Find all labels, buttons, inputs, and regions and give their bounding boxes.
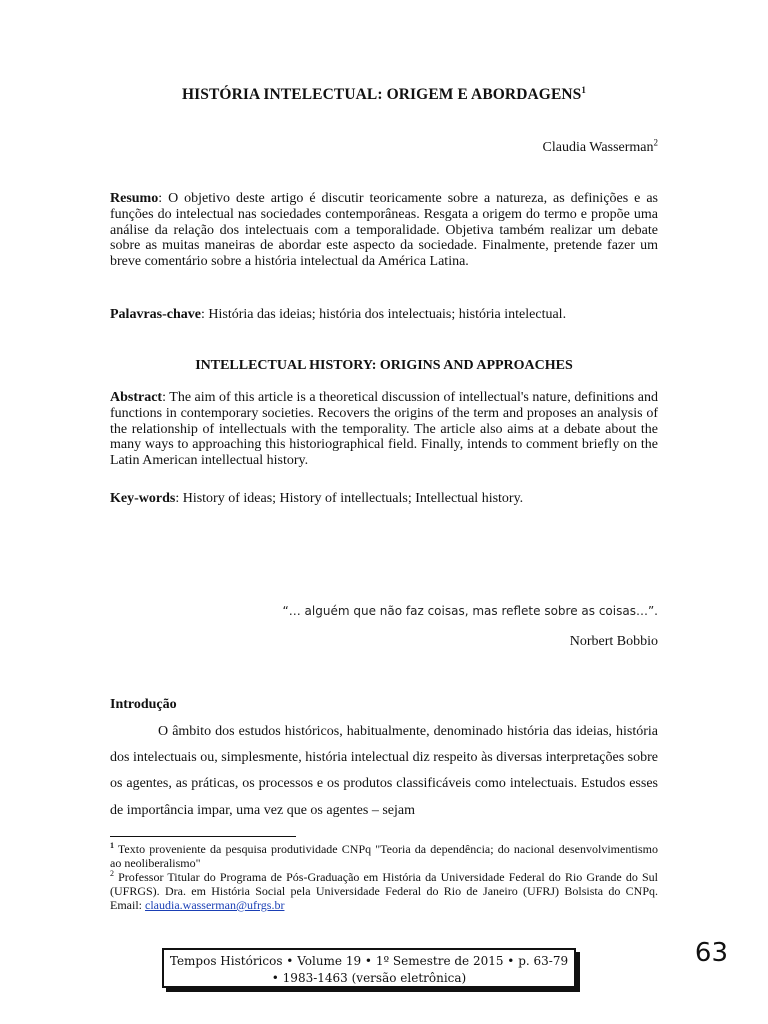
abstract-label: Abstract [110,390,163,405]
epigraph-quote: “… alguém que não faz coisas, mas reflete sobre as coisas…”. [282,604,658,618]
english-title: INTELLECTUAL HISTORY: ORIGINS AND APPROACHES [195,358,573,373]
keywords-text: : History of ideas; History of intellectuals; Intellectual history. [175,491,524,506]
article-title-text: HISTÓRIA INTELECTUAL: ORIGEM E ABORDAGENS [181,86,582,103]
title-footnote-marker[interactable]: 1 [581,84,587,95]
resumo-text: : O objetivo deste artigo é discutir teoricamente sobre a natureza, as definições e as funções do intelectual nas sociedades contemporâneas. Resgata a origem do termo e propõe uma análise da relação dos intelectuais com a temporalidade. Objetiva também realizar um debate sobre as muitas maneiras de abordar este aspecto da sociedade. Finalmente, pretende fazer um breve comentário sobre a história intelectual da América Latina. [110,191,658,270]
footnote-separator [110,836,296,837]
footnote-number: 2 [110,869,114,878]
introduction-body [110,719,658,824]
footnote-1 [110,842,658,870]
journal-citation-box [162,948,576,988]
palavras-chave-label: Palavras-chave [110,307,201,322]
palavras-chave-text: : História das ideias; história dos intelectuais; história intelectual. [200,307,567,322]
footnote-text: Professor Titular do Programa de Pós-Graduação em História da Universidade Federal do Rio Grande do Sul (UFRGS). Dra. em História Social pela Universidade Federal do Rio de Janeiro (UFRJ) Bolsista do CNPq. Email: [110,870,658,912]
author-email-link[interactable]: claudia.wasserman@ufrgs.br [145,898,285,912]
epigraph-author: Norbert Bobbio [569,634,658,649]
resumo-paragraph [110,191,658,270]
abstract-paragraph [110,390,658,469]
introduction-text: O âmbito dos estudos históricos, habitualmente, denominado história das ideias, história dos intelectuais ou, simplesmente, história intelectual diz respeito às diversas interpretações sobre os agentes, as práticas, os processos e os produtos classificáveis como intelectuais. Estudos esses de importância impar, uma vez que os agentes – sejam [110,724,658,818]
palavras-chave-paragraph [110,307,658,323]
introduction-heading: Introdução [110,697,177,712]
footnotes [110,842,658,912]
page-number: 63 [694,938,728,968]
footnote-text: Texto proveniente da pesquisa produtividade CNPq "Teoria da dependência; do nacional desenvolvimentismo ao neoliberalismo" [110,842,658,870]
journal-citation-line-2: • 1983-1463 (versão eletrônica) [271,971,467,985]
keywords-label: Key-words [110,491,176,506]
author-name [542,137,658,156]
footnote-number: 1 [110,841,114,850]
journal-citation-line-1: Tempos Históricos • Volume 19 • 1º Semestre de 2015 • p. 63-79 [169,954,569,968]
author-footnote-marker[interactable]: 2 [653,137,658,148]
article-title [110,86,658,104]
footnote-2 [110,870,658,912]
keywords-paragraph [110,491,658,507]
abstract-text: : The aim of this article is a theoretical discussion of intellectual's nature, definitions and functions in contemporary societies. Recovers the origins of the term and proposes an analysis of the relationship of intellectuals with the temporality. The article also aims at a debate about the many ways to approaching this historiographical field. Finally, intends to comment briefly on the Latin American intellectual history. [110,390,658,469]
resumo-label: Resumo [110,191,159,206]
author-name-text: Claudia Wasserman [542,140,654,155]
